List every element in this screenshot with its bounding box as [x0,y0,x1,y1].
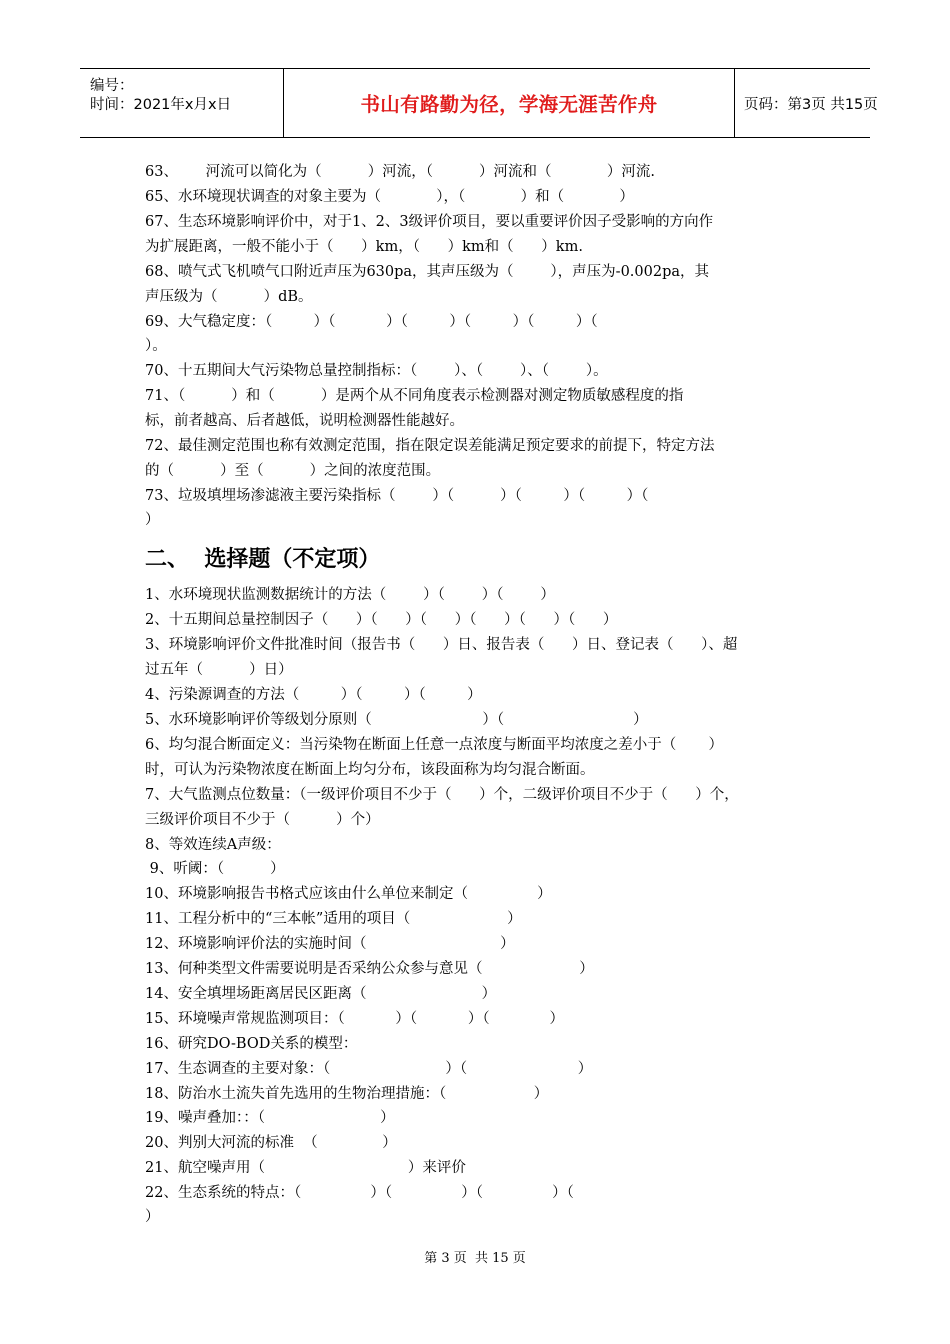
question-line: 3、环境影响评价文件批准时间（报告书（ ）日、报告表（ ）日、登记表（ ）、超 [145,637,738,653]
question-line: 15、环境噪声常规监测项目：（ ）（ ）（ ） [145,1011,565,1027]
text-line: ）。 [145,338,167,354]
question-line: 17、生态调查的主要对象：（ ）（ ） [145,1061,593,1077]
header-table [80,68,878,138]
question-line: 10、环境影响报告书格式应该由什么单位来制定（ ） [145,886,552,902]
question-line: 11、工程分析中的“三本帐”适用的项目（ ） [145,911,522,927]
question-line: 5、水环境影响评价等级划分原则（ ）（ ） [145,712,648,728]
question-line: 过五年（ ）日） [145,662,293,678]
question-line: ） [145,1209,160,1225]
text-line: 声压级为（ ）dB。 [145,289,313,305]
question-line: 2、十五期间总量控制因子（ ）（ ）（ ）（ ）（ ）（ ） [145,612,618,628]
question-line: 19、噪声叠加：：（ ） [145,1110,395,1126]
question-line: 时，可认为污染物浓度在断面上均匀分布，该段面称为均匀混合断面。 [145,762,595,778]
question-line: 6、均匀混合断面定义：当污染物在断面上任意一点浓度与断面平均浓度之差小于（ ） [145,737,723,753]
section-title: 二、 选择题（不定项） [145,547,381,572]
header-meta-cell [80,69,284,137]
question-line: 8、等效连续A声级： [145,837,281,853]
question-line: 20、判别大河流的标准 （ ） [145,1135,397,1151]
question-line: 21、航空噪声用（ ）来评价 [145,1160,466,1176]
question-line: 16、研究DO-BOD关系的模型： [145,1036,358,1052]
text-line: 70、十五期间大气污染物总量控制指标：（ ）、（ ）、（ ）。 [145,363,608,379]
motto: 书山有路勤为径，学海无涯苦作舟 [284,69,735,137]
text-line: 68、喷气式飞机喷气口附近声压为630pa，其声压级为（ ），声压为-0.002pa，其 [145,264,710,280]
page-info: 页码：第3页 共15页 [744,96,878,113]
text-line: 63、 河流可以简化为（ ）河流，（ ）河流和（ ）河流. [145,164,655,180]
question-line: 18、防治水土流失首先选用的生物治理措施：（ ） [145,1086,549,1102]
question-line: 12、环境影响评价法的实施时间（ ） [145,936,515,952]
question-line: 三级评价项目不少于（ ）个） [145,812,380,828]
text-line: 72、最佳测定范围也称有效测定范围，指在限定误差能满足预定要求的前提下，特定方法 [145,438,715,454]
question-line: 9、听阈：（ ） [145,861,285,877]
date-line: 时间：2021年x月x日 [90,97,232,113]
text-line: 标，前者越高、后者越低，说明检测器性能越好。 [145,413,464,429]
text-line: 69、大气稳定度：（ ）（ ）（ ）（ ）（ ）（ [145,314,598,330]
code-label: 编号： [90,78,134,94]
text-line: ） [145,512,160,528]
text-line: 71、（ ）和（ ）是两个从不同角度表示检测器对测定物质敏感程度的指 [145,388,684,404]
question-line: 4、污染源调查的方法（ ）（ ）（ ） [145,687,482,703]
question-line: 1、水环境现状监测数据统计的方法（ ）（ ）（ ） [145,587,555,603]
question-line: 7、大气监测点位数量：（一级评价项目不少于（ ）个，二级评价项目不少于（ ）个， [145,787,739,803]
page-footer: 第 3 页 共 15 页 [424,1251,526,1266]
question-line: 14、安全填埋场距离居民区距离（ ） [145,986,497,1002]
text-line: 65、水环境现状调查的对象主要为（ ），（ ）和（ ） [145,189,634,205]
text-line: 73、垃圾填埋场渗滤液主要污染指标（ ）（ ）（ ）（ ）（ [145,488,649,504]
question-line: 13、何种类型文件需要说明是否采纳公众参与意见（ ） [145,961,594,977]
text-line: 67、生态环境影响评价中，对于1、2、3级评价项目，要以重要评价因子受影响的方向作 [145,214,714,230]
question-line: 22、生态系统的特点：（ ）（ ）（ ）（ [145,1185,574,1201]
text-line: 的（ ）至（ ）之间的浓度范围。 [145,463,441,479]
text-line: 为扩展距离，一般不能小于（ ）km，（ ）km和（ ）km. [145,239,583,255]
